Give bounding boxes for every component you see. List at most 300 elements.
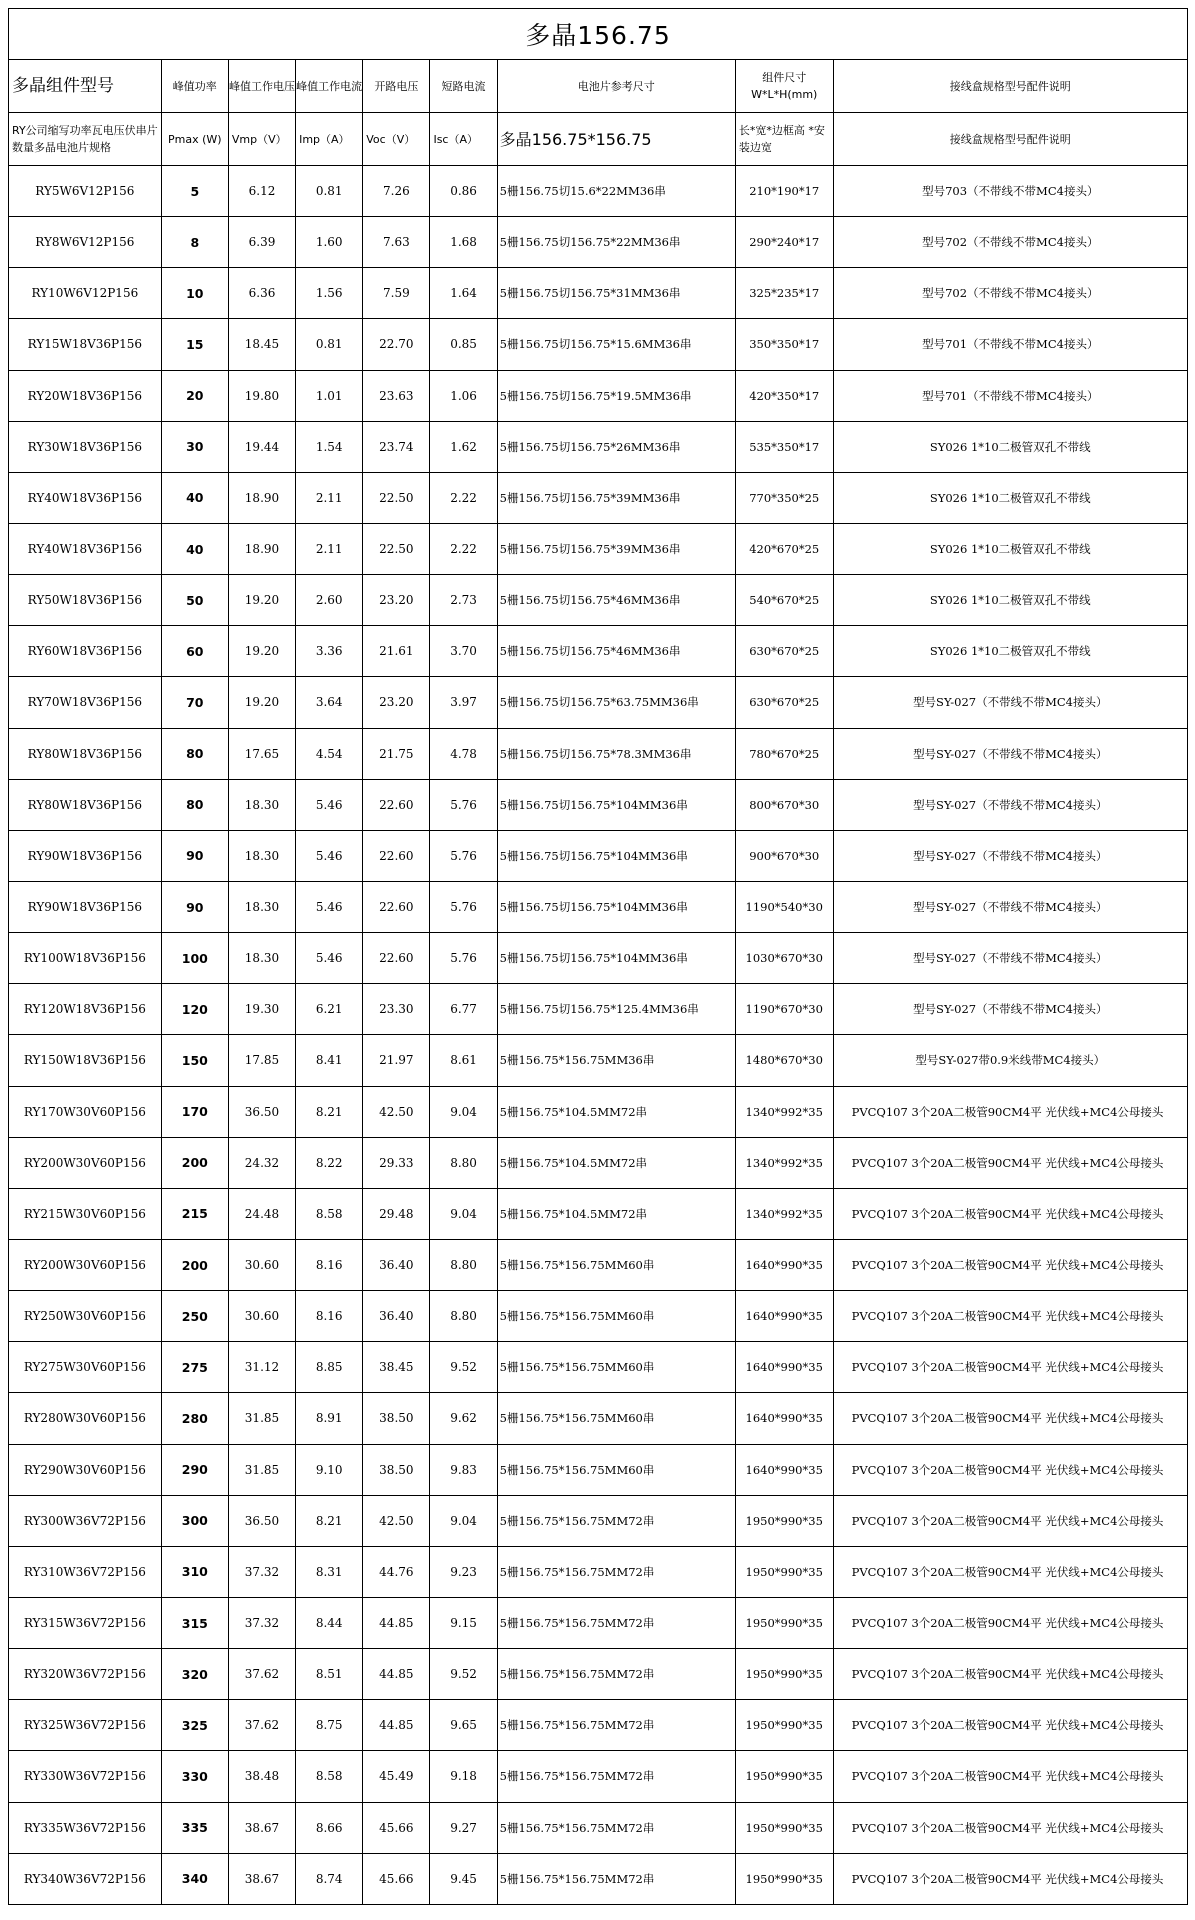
cell-cell: 5栅156.75切156.75*104MM36串 xyxy=(497,830,735,881)
cell-voc: 42.50 xyxy=(363,1086,430,1137)
cell-model: RY15W18V36P156 xyxy=(9,319,162,370)
cell-jbox: PVCQ107 3个20A二极管90CM4平 光伏线+MC4公母接头 xyxy=(833,1239,1187,1290)
cell-model: RY5W6V12P156 xyxy=(9,166,162,217)
table-row xyxy=(9,830,1188,881)
cell-voc: 44.85 xyxy=(363,1597,430,1648)
cell-vmp: 18.30 xyxy=(228,933,295,984)
cell-model: RY80W18V36P156 xyxy=(9,728,162,779)
table-row xyxy=(9,575,1188,626)
cell-jbox: PVCQ107 3个20A二极管90CM4平 光伏线+MC4公母接头 xyxy=(833,1086,1187,1137)
cell-imp: 8.66 xyxy=(296,1802,363,1853)
cell-pmax: 100 xyxy=(161,933,228,984)
cell-imp: 8.51 xyxy=(296,1649,363,1700)
cell-model: RY70W18V36P156 xyxy=(9,677,162,728)
cell-voc: 22.60 xyxy=(363,881,430,932)
table-row xyxy=(9,166,1188,217)
cell-vmp: 30.60 xyxy=(228,1239,295,1290)
cell-model: RY300W36V72P156 xyxy=(9,1495,162,1546)
cell-voc: 44.85 xyxy=(363,1700,430,1751)
cell-imp: 8.21 xyxy=(296,1086,363,1137)
cell-cell: 5栅156.75切156.75*63.75MM36串 xyxy=(497,677,735,728)
cell-jbox: PVCQ107 3个20A二极管90CM4平 光伏线+MC4公母接头 xyxy=(833,1137,1187,1188)
cell-vmp: 31.12 xyxy=(228,1342,295,1393)
table-row xyxy=(9,268,1188,319)
cell-size: 535*350*17 xyxy=(735,421,833,472)
cell-model: RY290W30V60P156 xyxy=(9,1444,162,1495)
cell-isc: 6.77 xyxy=(430,984,497,1035)
header-vmp: 峰值工作电压 xyxy=(228,60,295,113)
cell-voc: 7.26 xyxy=(363,166,430,217)
cell-voc: 23.63 xyxy=(363,370,430,421)
cell-size: 1640*990*35 xyxy=(735,1393,833,1444)
cell-pmax: 5 xyxy=(161,166,228,217)
cell-voc: 45.49 xyxy=(363,1751,430,1802)
cell-vmp: 24.48 xyxy=(228,1188,295,1239)
cell-jbox: 型号701（不带线不带MC4接头） xyxy=(833,319,1187,370)
cell-cell: 5栅156.75切156.75*22MM36串 xyxy=(497,217,735,268)
table-row xyxy=(9,1495,1188,1546)
cell-model: RY280W30V60P156 xyxy=(9,1393,162,1444)
cell-model: RY120W18V36P156 xyxy=(9,984,162,1035)
subheader-vmp: Vmp（V） xyxy=(228,113,295,166)
cell-pmax: 30 xyxy=(161,421,228,472)
cell-voc: 22.60 xyxy=(363,779,430,830)
cell-vmp: 19.20 xyxy=(228,626,295,677)
cell-imp: 8.58 xyxy=(296,1751,363,1802)
cell-imp: 8.16 xyxy=(296,1239,363,1290)
cell-pmax: 120 xyxy=(161,984,228,1035)
header-voc: 开路电压 xyxy=(363,60,430,113)
table-row xyxy=(9,626,1188,677)
cell-vmp: 18.45 xyxy=(228,319,295,370)
cell-vmp: 6.36 xyxy=(228,268,295,319)
cell-pmax: 20 xyxy=(161,370,228,421)
cell-cell: 5栅156.75*156.75MM72串 xyxy=(497,1495,735,1546)
cell-model: RY310W36V72P156 xyxy=(9,1546,162,1597)
cell-vmp: 38.48 xyxy=(228,1751,295,1802)
cell-imp: 5.46 xyxy=(296,881,363,932)
header-isc: 短路电流 xyxy=(430,60,497,113)
cell-voc: 7.59 xyxy=(363,268,430,319)
cell-cell: 5栅156.75切156.75*39MM36串 xyxy=(497,523,735,574)
cell-isc: 3.70 xyxy=(430,626,497,677)
cell-jbox: PVCQ107 3个20A二极管90CM4平 光伏线+MC4公母接头 xyxy=(833,1546,1187,1597)
table-row xyxy=(9,1597,1188,1648)
cell-vmp: 37.32 xyxy=(228,1546,295,1597)
cell-vmp: 36.50 xyxy=(228,1086,295,1137)
cell-vmp: 18.90 xyxy=(228,523,295,574)
cell-isc: 8.80 xyxy=(430,1239,497,1290)
cell-size: 630*670*25 xyxy=(735,626,833,677)
cell-size: 1640*990*35 xyxy=(735,1239,833,1290)
cell-isc: 9.65 xyxy=(430,1700,497,1751)
cell-cell: 5栅156.75*156.75MM72串 xyxy=(497,1700,735,1751)
cell-cell: 5栅156.75*156.75MM60串 xyxy=(497,1291,735,1342)
cell-vmp: 6.39 xyxy=(228,217,295,268)
cell-jbox: SY026 1*10二极管双孔不带线 xyxy=(833,472,1187,523)
cell-model: RY330W36V72P156 xyxy=(9,1751,162,1802)
cell-size: 1950*990*35 xyxy=(735,1853,833,1904)
header-row xyxy=(9,60,1188,113)
table-row xyxy=(9,472,1188,523)
cell-vmp: 19.30 xyxy=(228,984,295,1035)
cell-isc: 9.04 xyxy=(430,1086,497,1137)
cell-jbox: PVCQ107 3个20A二极管90CM4平 光伏线+MC4公母接头 xyxy=(833,1853,1187,1904)
cell-isc: 5.76 xyxy=(430,933,497,984)
cell-imp: 8.16 xyxy=(296,1291,363,1342)
cell-size: 1340*992*35 xyxy=(735,1188,833,1239)
cell-cell: 5栅156.75切156.75*39MM36串 xyxy=(497,472,735,523)
cell-cell: 5栅156.75*104.5MM72串 xyxy=(497,1188,735,1239)
cell-imp: 5.46 xyxy=(296,933,363,984)
table-row xyxy=(9,319,1188,370)
cell-voc: 22.50 xyxy=(363,472,430,523)
cell-jbox: PVCQ107 3个20A二极管90CM4平 光伏线+MC4公母接头 xyxy=(833,1597,1187,1648)
cell-pmax: 200 xyxy=(161,1239,228,1290)
cell-vmp: 31.85 xyxy=(228,1393,295,1444)
cell-isc: 9.04 xyxy=(430,1188,497,1239)
cell-model: RY100W18V36P156 xyxy=(9,933,162,984)
sheet-title: 多晶156.75 xyxy=(9,9,1188,60)
table-row xyxy=(9,1649,1188,1700)
cell-size: 1640*990*35 xyxy=(735,1291,833,1342)
subheader-pmax: Pmax (W) xyxy=(161,113,228,166)
cell-imp: 6.21 xyxy=(296,984,363,1035)
cell-model: RY10W6V12P156 xyxy=(9,268,162,319)
cell-cell: 5栅156.75*156.75MM72串 xyxy=(497,1802,735,1853)
cell-isc: 8.61 xyxy=(430,1035,497,1086)
subheader-size: 长*宽*边框高 *安装边宽 xyxy=(735,113,833,166)
cell-jbox: 型号SY-027（不带线不带MC4接头） xyxy=(833,984,1187,1035)
header-cell: 电池片参考尺寸 xyxy=(497,60,735,113)
table-row xyxy=(9,1035,1188,1086)
cell-size: 1950*990*35 xyxy=(735,1649,833,1700)
header-imp: 峰值工作电流 xyxy=(296,60,363,113)
cell-pmax: 90 xyxy=(161,881,228,932)
cell-vmp: 18.30 xyxy=(228,830,295,881)
cell-model: RY8W6V12P156 xyxy=(9,217,162,268)
subheader-row xyxy=(9,113,1188,166)
cell-voc: 38.50 xyxy=(363,1393,430,1444)
cell-size: 1190*670*30 xyxy=(735,984,833,1035)
cell-jbox: 型号SY-027带0.9米线带MC4接头） xyxy=(833,1035,1187,1086)
cell-size: 350*350*17 xyxy=(735,319,833,370)
cell-pmax: 70 xyxy=(161,677,228,728)
cell-isc: 5.76 xyxy=(430,830,497,881)
cell-cell: 5栅156.75*156.75MM60串 xyxy=(497,1393,735,1444)
cell-pmax: 335 xyxy=(161,1802,228,1853)
cell-vmp: 18.30 xyxy=(228,881,295,932)
table-row xyxy=(9,370,1188,421)
cell-isc: 5.76 xyxy=(430,779,497,830)
cell-jbox: SY026 1*10二极管双孔不带线 xyxy=(833,421,1187,472)
cell-cell: 5栅156.75切156.75*31MM36串 xyxy=(497,268,735,319)
cell-size: 1480*670*30 xyxy=(735,1035,833,1086)
cell-size: 1190*540*30 xyxy=(735,881,833,932)
cell-vmp: 38.67 xyxy=(228,1802,295,1853)
table-row xyxy=(9,1239,1188,1290)
cell-cell: 5栅156.75切156.75*46MM36串 xyxy=(497,626,735,677)
cell-size: 1340*992*35 xyxy=(735,1137,833,1188)
cell-cell: 5栅156.75切156.75*104MM36串 xyxy=(497,779,735,830)
cell-imp: 3.36 xyxy=(296,626,363,677)
cell-voc: 36.40 xyxy=(363,1291,430,1342)
table-row xyxy=(9,984,1188,1035)
cell-voc: 36.40 xyxy=(363,1239,430,1290)
cell-vmp: 18.30 xyxy=(228,779,295,830)
cell-jbox: PVCQ107 3个20A二极管90CM4平 光伏线+MC4公母接头 xyxy=(833,1342,1187,1393)
cell-isc: 1.62 xyxy=(430,421,497,472)
cell-size: 210*190*17 xyxy=(735,166,833,217)
table-row xyxy=(9,677,1188,728)
cell-model: RY80W18V36P156 xyxy=(9,779,162,830)
cell-imp: 2.11 xyxy=(296,523,363,574)
cell-vmp: 37.62 xyxy=(228,1700,295,1751)
cell-jbox: PVCQ107 3个20A二极管90CM4平 光伏线+MC4公母接头 xyxy=(833,1802,1187,1853)
cell-pmax: 330 xyxy=(161,1751,228,1802)
cell-size: 420*670*25 xyxy=(735,523,833,574)
cell-cell: 5栅156.75切156.75*104MM36串 xyxy=(497,881,735,932)
cell-cell: 5栅156.75切156.75*104MM36串 xyxy=(497,933,735,984)
cell-jbox: 型号701（不带线不带MC4接头） xyxy=(833,370,1187,421)
cell-voc: 42.50 xyxy=(363,1495,430,1546)
cell-model: RY340W36V72P156 xyxy=(9,1853,162,1904)
cell-imp: 8.31 xyxy=(296,1546,363,1597)
cell-cell: 5栅156.75*156.75MM72串 xyxy=(497,1853,735,1904)
cell-pmax: 80 xyxy=(161,779,228,830)
cell-pmax: 215 xyxy=(161,1188,228,1239)
cell-size: 1950*990*35 xyxy=(735,1700,833,1751)
cell-isc: 3.97 xyxy=(430,677,497,728)
cell-cell: 5栅156.75切156.75*46MM36串 xyxy=(497,575,735,626)
table-row xyxy=(9,1393,1188,1444)
table-row xyxy=(9,1700,1188,1751)
subheader-jbox: 接线盒规格型号配件说明 xyxy=(833,113,1187,166)
cell-isc: 9.62 xyxy=(430,1393,497,1444)
cell-imp: 1.56 xyxy=(296,268,363,319)
cell-isc: 9.15 xyxy=(430,1597,497,1648)
cell-pmax: 310 xyxy=(161,1546,228,1597)
table-row xyxy=(9,779,1188,830)
cell-voc: 22.50 xyxy=(363,523,430,574)
cell-jbox: SY026 1*10二极管双孔不带线 xyxy=(833,523,1187,574)
cell-size: 1950*990*35 xyxy=(735,1597,833,1648)
cell-isc: 8.80 xyxy=(430,1291,497,1342)
cell-pmax: 340 xyxy=(161,1853,228,1904)
cell-cell: 5栅156.75*156.75MM36串 xyxy=(497,1035,735,1086)
cell-vmp: 24.32 xyxy=(228,1137,295,1188)
cell-isc: 4.78 xyxy=(430,728,497,779)
cell-cell: 5栅156.75切156.75*125.4MM36串 xyxy=(497,984,735,1035)
cell-isc: 9.18 xyxy=(430,1751,497,1802)
table-row xyxy=(9,1291,1188,1342)
table-row xyxy=(9,1342,1188,1393)
cell-cell: 5栅156.75*156.75MM72串 xyxy=(497,1546,735,1597)
cell-size: 1640*990*35 xyxy=(735,1342,833,1393)
cell-model: RY40W18V36P156 xyxy=(9,472,162,523)
cell-voc: 23.20 xyxy=(363,677,430,728)
cell-pmax: 90 xyxy=(161,830,228,881)
header-size: 组件尺寸 W*L*H(mm) xyxy=(735,60,833,113)
cell-imp: 8.85 xyxy=(296,1342,363,1393)
cell-vmp: 37.32 xyxy=(228,1597,295,1648)
cell-voc: 29.33 xyxy=(363,1137,430,1188)
cell-pmax: 60 xyxy=(161,626,228,677)
cell-vmp: 36.50 xyxy=(228,1495,295,1546)
cell-jbox: 型号SY-027（不带线不带MC4接头） xyxy=(833,728,1187,779)
cell-pmax: 200 xyxy=(161,1137,228,1188)
cell-size: 800*670*30 xyxy=(735,779,833,830)
cell-isc: 2.22 xyxy=(430,472,497,523)
table-row xyxy=(9,1546,1188,1597)
cell-imp: 8.41 xyxy=(296,1035,363,1086)
cell-size: 420*350*17 xyxy=(735,370,833,421)
cell-isc: 5.76 xyxy=(430,881,497,932)
cell-cell: 5栅156.75切156.75*26MM36串 xyxy=(497,421,735,472)
table-row xyxy=(9,1802,1188,1853)
cell-size: 325*235*17 xyxy=(735,268,833,319)
cell-imp: 1.01 xyxy=(296,370,363,421)
cell-jbox: PVCQ107 3个20A二极管90CM4平 光伏线+MC4公母接头 xyxy=(833,1495,1187,1546)
cell-pmax: 40 xyxy=(161,523,228,574)
cell-voc: 44.85 xyxy=(363,1649,430,1700)
cell-imp: 5.46 xyxy=(296,779,363,830)
cell-isc: 9.83 xyxy=(430,1444,497,1495)
cell-model: RY320W36V72P156 xyxy=(9,1649,162,1700)
cell-voc: 21.61 xyxy=(363,626,430,677)
cell-size: 1950*990*35 xyxy=(735,1495,833,1546)
cell-imp: 8.74 xyxy=(296,1853,363,1904)
cell-voc: 23.74 xyxy=(363,421,430,472)
cell-pmax: 250 xyxy=(161,1291,228,1342)
cell-imp: 0.81 xyxy=(296,166,363,217)
table-row xyxy=(9,217,1188,268)
cell-imp: 4.54 xyxy=(296,728,363,779)
cell-voc: 23.30 xyxy=(363,984,430,1035)
cell-voc: 44.76 xyxy=(363,1546,430,1597)
cell-jbox: 型号703（不带线不带MC4接头） xyxy=(833,166,1187,217)
title-row xyxy=(9,9,1188,60)
cell-isc: 0.85 xyxy=(430,319,497,370)
header-model: 多晶组件型号 xyxy=(9,60,162,113)
cell-pmax: 15 xyxy=(161,319,228,370)
header-jbox: 接线盒规格型号配件说明 xyxy=(833,60,1187,113)
table-row xyxy=(9,1188,1188,1239)
cell-vmp: 17.85 xyxy=(228,1035,295,1086)
cell-model: RY90W18V36P156 xyxy=(9,881,162,932)
cell-pmax: 40 xyxy=(161,472,228,523)
cell-vmp: 6.12 xyxy=(228,166,295,217)
cell-voc: 23.20 xyxy=(363,575,430,626)
cell-isc: 1.64 xyxy=(430,268,497,319)
subheader-voc: Voc（V） xyxy=(363,113,430,166)
cell-isc: 1.06 xyxy=(430,370,497,421)
cell-cell: 5栅156.75*156.75MM60串 xyxy=(497,1239,735,1290)
cell-pmax: 275 xyxy=(161,1342,228,1393)
cell-pmax: 325 xyxy=(161,1700,228,1751)
cell-jbox: PVCQ107 3个20A二极管90CM4平 光伏线+MC4公母接头 xyxy=(833,1188,1187,1239)
cell-size: 1340*992*35 xyxy=(735,1086,833,1137)
cell-jbox: 型号702（不带线不带MC4接头） xyxy=(833,217,1187,268)
cell-voc: 7.63 xyxy=(363,217,430,268)
cell-model: RY170W30V60P156 xyxy=(9,1086,162,1137)
cell-isc: 9.45 xyxy=(430,1853,497,1904)
cell-cell: 5栅156.75*104.5MM72串 xyxy=(497,1086,735,1137)
cell-jbox: 型号SY-027（不带线不带MC4接头） xyxy=(833,881,1187,932)
cell-model: RY335W36V72P156 xyxy=(9,1802,162,1853)
cell-cell: 5栅156.75切156.75*15.6MM36串 xyxy=(497,319,735,370)
cell-model: RY50W18V36P156 xyxy=(9,575,162,626)
cell-model: RY325W36V72P156 xyxy=(9,1700,162,1751)
table-row xyxy=(9,1853,1188,1904)
cell-cell: 5栅156.75切156.75*78.3MM36串 xyxy=(497,728,735,779)
cell-imp: 8.44 xyxy=(296,1597,363,1648)
cell-size: 290*240*17 xyxy=(735,217,833,268)
cell-vmp: 19.80 xyxy=(228,370,295,421)
table-row xyxy=(9,1086,1188,1137)
cell-pmax: 300 xyxy=(161,1495,228,1546)
cell-jbox: SY026 1*10二极管双孔不带线 xyxy=(833,575,1187,626)
cell-cell: 5栅156.75*104.5MM72串 xyxy=(497,1137,735,1188)
cell-jbox: PVCQ107 3个20A二极管90CM4平 光伏线+MC4公母接头 xyxy=(833,1291,1187,1342)
cell-vmp: 37.62 xyxy=(228,1649,295,1700)
cell-size: 1030*670*30 xyxy=(735,933,833,984)
cell-vmp: 18.90 xyxy=(228,472,295,523)
cell-size: 1640*990*35 xyxy=(735,1444,833,1495)
cell-cell: 5栅156.75*156.75MM72串 xyxy=(497,1751,735,1802)
header-pmax: 峰值功率 xyxy=(161,60,228,113)
cell-cell: 5栅156.75*156.75MM60串 xyxy=(497,1444,735,1495)
cell-cell: 5栅156.75切15.6*22MM36串 xyxy=(497,166,735,217)
cell-vmp: 19.20 xyxy=(228,677,295,728)
cell-imp: 1.60 xyxy=(296,217,363,268)
cell-isc: 9.52 xyxy=(430,1342,497,1393)
subheader-imp: Imp（A） xyxy=(296,113,363,166)
cell-jbox: 型号SY-027（不带线不带MC4接头） xyxy=(833,933,1187,984)
cell-voc: 22.60 xyxy=(363,830,430,881)
cell-isc: 0.86 xyxy=(430,166,497,217)
cell-model: RY200W30V60P156 xyxy=(9,1137,162,1188)
table-row xyxy=(9,1444,1188,1495)
cell-imp: 8.91 xyxy=(296,1393,363,1444)
cell-size: 900*670*30 xyxy=(735,830,833,881)
cell-jbox: 型号SY-027（不带线不带MC4接头） xyxy=(833,677,1187,728)
table-row xyxy=(9,1137,1188,1188)
cell-isc: 9.04 xyxy=(430,1495,497,1546)
cell-voc: 38.50 xyxy=(363,1444,430,1495)
cell-model: RY315W36V72P156 xyxy=(9,1597,162,1648)
cell-jbox: PVCQ107 3个20A二极管90CM4平 光伏线+MC4公母接头 xyxy=(833,1751,1187,1802)
cell-model: RY40W18V36P156 xyxy=(9,523,162,574)
cell-pmax: 50 xyxy=(161,575,228,626)
cell-vmp: 38.67 xyxy=(228,1853,295,1904)
cell-pmax: 290 xyxy=(161,1444,228,1495)
cell-imp: 8.21 xyxy=(296,1495,363,1546)
cell-jbox: SY026 1*10二极管双孔不带线 xyxy=(833,626,1187,677)
cell-size: 780*670*25 xyxy=(735,728,833,779)
cell-size: 540*670*25 xyxy=(735,575,833,626)
cell-cell: 5栅156.75切156.75*19.5MM36串 xyxy=(497,370,735,421)
cell-pmax: 80 xyxy=(161,728,228,779)
cell-model: RY90W18V36P156 xyxy=(9,830,162,881)
table-row xyxy=(9,1751,1188,1802)
cell-model: RY275W30V60P156 xyxy=(9,1342,162,1393)
cell-jbox: PVCQ107 3个20A二极管90CM4平 光伏线+MC4公母接头 xyxy=(833,1649,1187,1700)
cell-jbox: 型号SY-027（不带线不带MC4接头） xyxy=(833,779,1187,830)
cell-model: RY30W18V36P156 xyxy=(9,421,162,472)
cell-imp: 0.81 xyxy=(296,319,363,370)
cell-imp: 9.10 xyxy=(296,1444,363,1495)
